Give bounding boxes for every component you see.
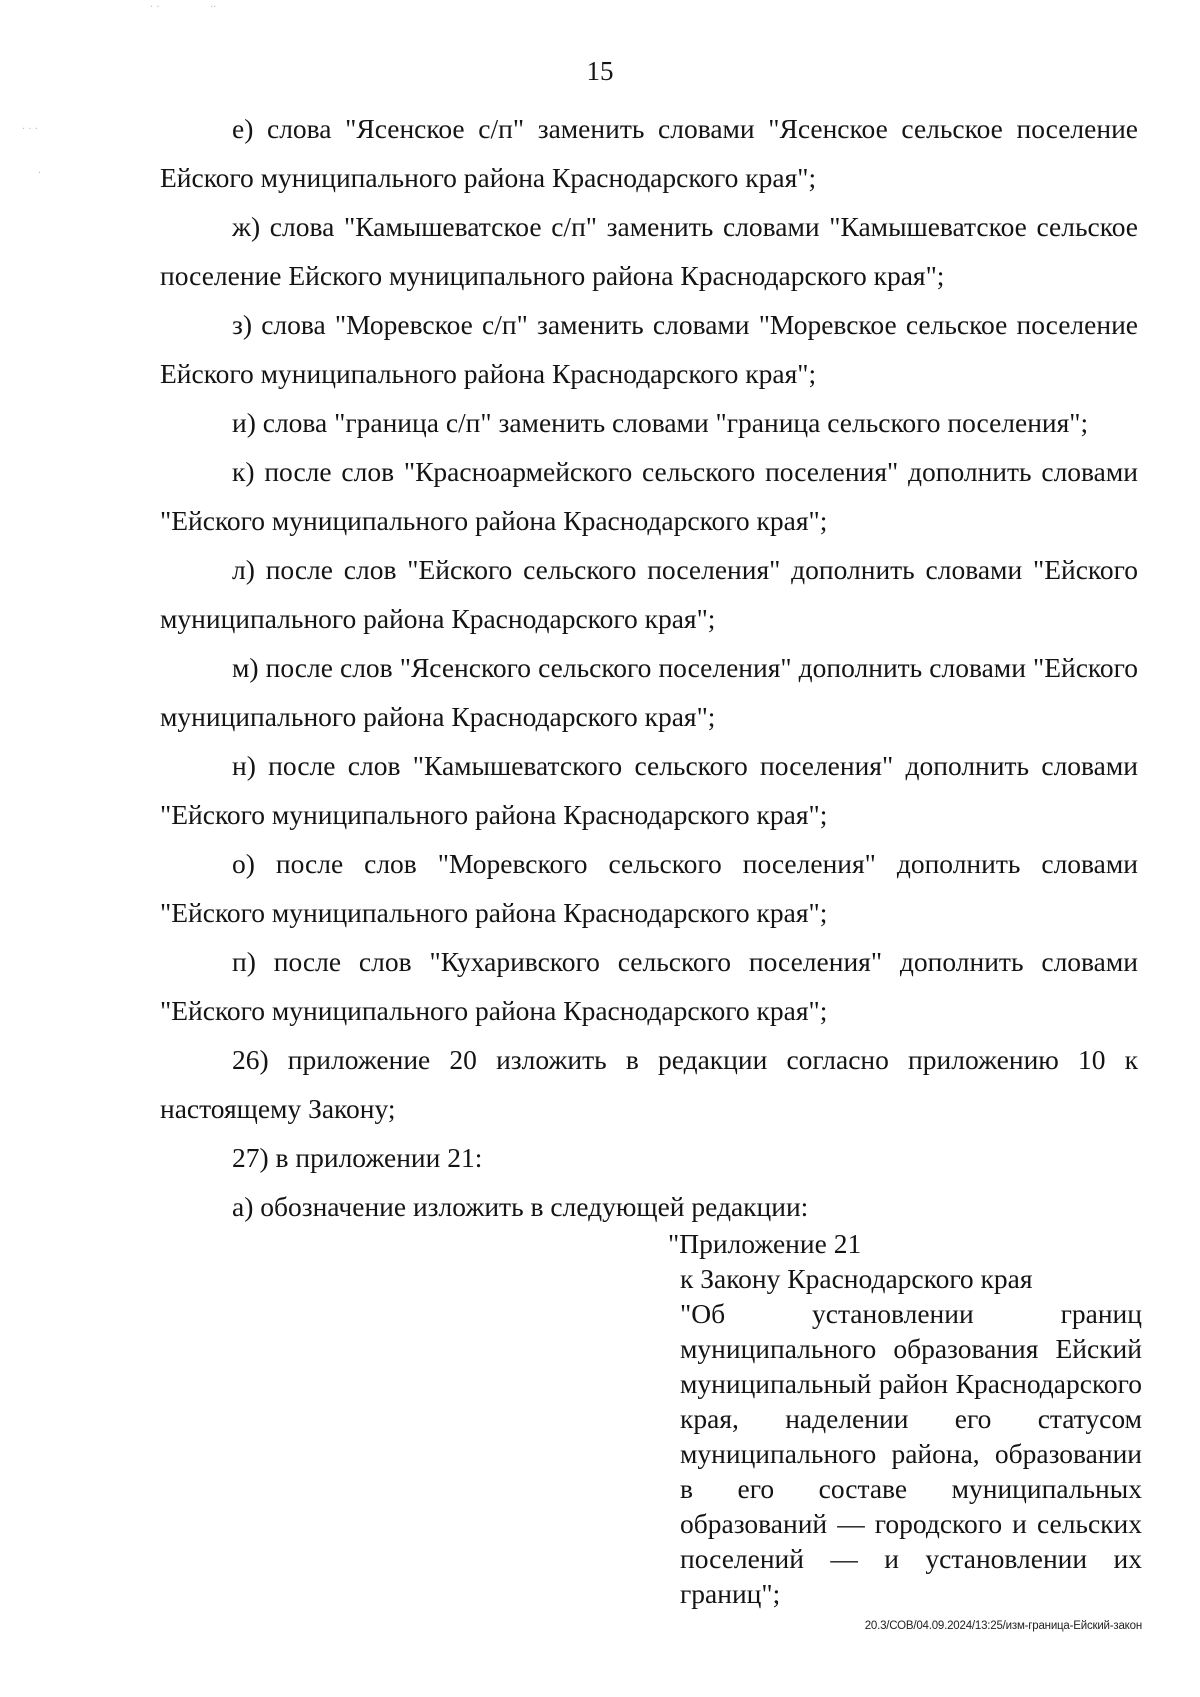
appendix-designation <box>668 1226 1142 1611</box>
scan-artifact: · <box>38 168 42 179</box>
paragraph-e: е) слова "Ясенское с/п" заменить словами "Ясенское сельское поселение Ейского муниципального района Краснодарского края"; <box>160 113 1138 193</box>
paragraph-p: п) после слов "Кухаривского сельского поселения" дополнить словами "Ейского муниципального района Краснодарского края"; <box>160 946 1138 1026</box>
scan-artifact: ·· <box>210 2 217 13</box>
document-footer-code: 20.3/СОВ/04.09.2024/13:25/изм-граница-Ейский-закон <box>864 1620 1142 1632</box>
scan-artifact: · · <box>150 2 160 13</box>
paragraph-l: л) после слов "Ейского сельского поселения" дополнить словами "Ейского муниципального района Краснодарского края"; <box>160 554 1138 634</box>
appendix-law-ref: к Закону Краснодарского края <box>680 1263 1033 1294</box>
paragraph-m: м) после слов "Ясенского сельского поселения" дополнить словами "Ейского муниципального района Краснодарского края"; <box>160 652 1138 732</box>
paragraph-27: 27) в приложении 21: <box>232 1142 483 1173</box>
page-number: 15 <box>586 56 614 86</box>
paragraph-26: 26) приложение 20 изложить в редакции согласно приложению 10 к настоящему Закону; <box>160 1044 1138 1124</box>
document-body <box>160 104 1138 1231</box>
paragraph-z: з) слова "Моревское с/п" заменить словами "Моревское сельское поселение Ейского муниципального района Краснодарского края"; <box>160 309 1138 389</box>
appendix-title: "Приложение 21 <box>668 1228 862 1259</box>
paragraph-a: а) обозначение изложить в следующей редакции: <box>232 1191 809 1222</box>
paragraph-k: к) после слов "Красноармейского сельского поселения" дополнить словами "Ейского муниципального района Краснодарского края"; <box>160 456 1138 536</box>
paragraph-o: о) после слов "Моревского сельского поселения" дополнить словами "Ейского муниципального района Краснодарского края"; <box>160 848 1138 928</box>
appendix-law-name: "Об установлении границ муниципального образования Ейский муниципальный район Краснодарского края, наделении его статусом муниципального района, образовании в его составе муниципальных образований — городского и сельских поселений — и установлении их границ"; <box>680 1298 1142 1609</box>
paragraph-n: н) после слов "Камышеватского сельского поселения" дополнить словами "Ейского муниципального района Краснодарского края"; <box>160 750 1138 830</box>
scan-artifact: · · · <box>22 124 38 135</box>
paragraph-i: и) слова "граница с/п" заменить словами "граница сельского поселения"; <box>232 407 1089 438</box>
paragraph-zh: ж) слова "Камышеватское с/п" заменить словами "Камышеватское сельское поселение Ейского муниципального района Краснодарского края"; <box>160 211 1138 291</box>
